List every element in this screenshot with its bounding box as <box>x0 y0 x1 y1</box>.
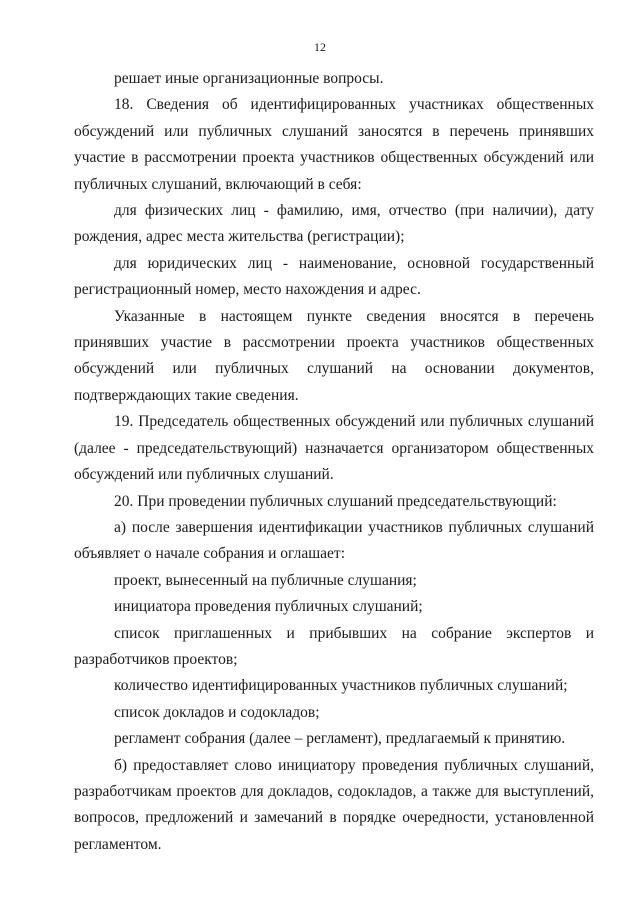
page-number: 12 <box>314 40 326 54</box>
list-item-participant-count: количество идентифицированных участников публичных слушаний; <box>114 677 568 695</box>
paragraph-item-20: 20. При проведении публичных слушаний председательствующий: <box>114 492 557 510</box>
list-item-project: проект, вынесенный на публичные слушания; <box>114 571 417 589</box>
list-item-initiator: инициатора проведения публичных слушаний; <box>114 598 423 616</box>
list-item-reports: список докладов и содокладов; <box>114 703 320 721</box>
document-body <box>74 66 594 858</box>
list-item-experts: список приглашенных и прибывших на собрание экспертов и разработчиков проектов; <box>74 624 594 668</box>
paragraph-item-20-b: б) предоставляет слово инициатору проведения публичных слушаний, разработчикам проектов для докладов, содокладов, а также для выступлений, вопросов, предложений и замечаний в порядке очередности, установленной регламентом. <box>74 756 594 853</box>
paragraph-continuation: решает иные организационные вопросы. <box>114 70 384 87</box>
paragraph-item-20-a: а) после завершения идентификации участников публичных слушаний объявляет о начале собрания и оглашает: <box>74 518 594 563</box>
paragraph-item-18: 18. Сведения об идентифицированных участниках общественных обсуждений или публичных слушаний заносятся в перечень принявших участие в рассмотрении проекта участников общественных обсуждений или публичных слушаний, включающий в себя: <box>74 96 594 193</box>
paragraph-individuals: для физических лиц - фамилию, имя, отчество (при наличии), дату рождения, адрес места жительства (регистрации); <box>74 202 594 246</box>
list-item-regulations: регламент собрания (далее – регламент), предлагаемый к принятию. <box>114 730 566 748</box>
paragraph-specified-info: Указанные в настоящем пункте сведения вносятся в перечень принявших участие в рассмотрении проекта участников общественных обсуждений или публичных слушаний на основании документов, подтверждающих такие сведения. <box>74 307 594 404</box>
paragraph-item-19: 19. Председатель общественных обсуждений или публичных слушаний (далее - председательствующий) назначается организатором общественных обсуждений или публичных слушаний. <box>74 413 594 484</box>
paragraph-legal-entities: для юридических лиц - наименование, основной государственный регистрационный номер, место нахождения и адрес. <box>74 254 594 299</box>
